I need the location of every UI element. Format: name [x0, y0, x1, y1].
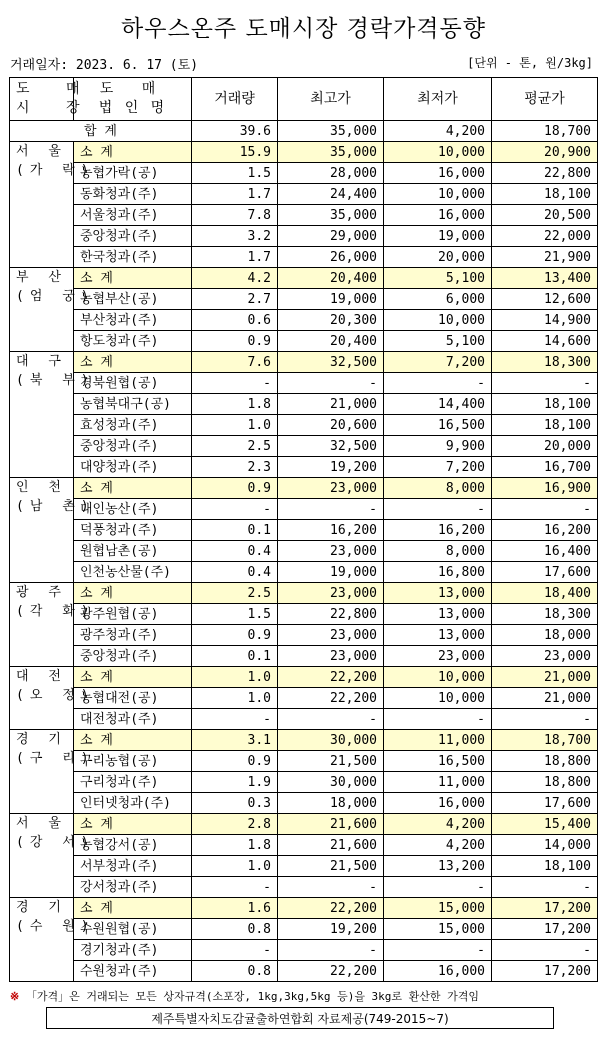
table-row [10, 184, 598, 205]
subtotal-avg: 15,400 [492, 814, 598, 835]
table-row [10, 688, 598, 709]
table-row [10, 541, 598, 562]
cell-min: 7,200 [384, 457, 492, 478]
cell-avg: 22,800 [492, 163, 598, 184]
subtotal-row [10, 730, 598, 751]
table-row [10, 751, 598, 772]
subtotal-volume: 1.6 [192, 898, 278, 919]
table-row [10, 919, 598, 940]
cell-max: 22,800 [278, 604, 384, 625]
header-min: 최저가 [384, 78, 492, 121]
subtotal-min: 7,200 [384, 352, 492, 373]
subtotal-avg: 18,400 [492, 583, 598, 604]
cell-min: 14,400 [384, 394, 492, 415]
subtotal-label: 소 계 [74, 142, 192, 163]
cell-avg: 17,200 [492, 919, 598, 940]
region-district: (가 락) [16, 163, 95, 178]
header-row [10, 78, 598, 121]
table-row [10, 562, 598, 583]
corp-name: 한국청과(주) [74, 247, 192, 268]
cell-avg: 23,000 [492, 646, 598, 667]
subtotal-volume: 7.6 [192, 352, 278, 373]
region-cell [10, 730, 95, 814]
cell-avg: 14,000 [492, 835, 598, 856]
subtotal-max: 21,600 [278, 814, 384, 835]
header-max: 최고가 [278, 78, 384, 121]
total-label: 합 계 [10, 121, 192, 142]
subtotal-avg: 16,900 [492, 478, 598, 499]
subtotal-row [10, 667, 598, 688]
cell-volume: 1.7 [192, 247, 278, 268]
subtotal-label: 소 계 [74, 814, 192, 835]
region-name: 경 기 [16, 732, 67, 747]
subtotal-max: 20,400 [278, 268, 384, 289]
source-footer: 제주특별자치도감귤출하연합회 자료제공(749-2015~7) [46, 1007, 554, 1029]
corp-name: 효성청과(주) [74, 415, 192, 436]
cell-min: 5,100 [384, 331, 492, 352]
cell-min: - [384, 877, 492, 898]
region-district: (오 정) [16, 688, 95, 703]
cell-avg: 22,000 [492, 226, 598, 247]
cell-max: 23,000 [278, 625, 384, 646]
cell-min: 10,000 [384, 688, 492, 709]
cell-volume: 1.5 [192, 163, 278, 184]
cell-min: 16,000 [384, 163, 492, 184]
region-district: (수 원) [16, 919, 95, 934]
cell-avg: 18,100 [492, 856, 598, 877]
corp-name: 대인농산(주) [74, 499, 192, 520]
subtotal-max: 35,000 [278, 142, 384, 163]
cell-volume: 1.0 [192, 688, 278, 709]
cell-volume: 2.5 [192, 436, 278, 457]
table-row [10, 520, 598, 541]
cell-min: 23,000 [384, 646, 492, 667]
subtotal-avg: 18,700 [492, 730, 598, 751]
cell-avg: 18,300 [492, 604, 598, 625]
subtotal-row [10, 268, 598, 289]
region-cell [10, 898, 95, 982]
cell-min: 16,500 [384, 415, 492, 436]
subtotal-min: 4,200 [384, 814, 492, 835]
table-row [10, 835, 598, 856]
subtotal-volume: 3.1 [192, 730, 278, 751]
subtotal-avg: 18,300 [492, 352, 598, 373]
cell-volume: 1.0 [192, 415, 278, 436]
cell-volume: 0.9 [192, 625, 278, 646]
cell-max: - [278, 373, 384, 394]
cell-volume: - [192, 940, 278, 961]
cell-avg: 16,400 [492, 541, 598, 562]
table-row [10, 289, 598, 310]
cell-max: 19,000 [278, 562, 384, 583]
cell-avg: 18,000 [492, 625, 598, 646]
cell-avg: - [492, 373, 598, 394]
region-district: (북 부) [16, 373, 95, 388]
cell-min: 8,000 [384, 541, 492, 562]
corp-name: 농협부산(공) [74, 289, 192, 310]
cell-max: 24,400 [278, 184, 384, 205]
cell-volume: - [192, 877, 278, 898]
cell-volume: 1.0 [192, 856, 278, 877]
cell-max: 23,000 [278, 646, 384, 667]
cell-volume: - [192, 709, 278, 730]
cell-max: 19,000 [278, 289, 384, 310]
corp-name: 농협가락(공) [74, 163, 192, 184]
table-row [10, 436, 598, 457]
subtotal-row [10, 583, 598, 604]
cell-min: 4,200 [384, 835, 492, 856]
region-cell [10, 142, 95, 268]
corp-name: 동화청과(주) [74, 184, 192, 205]
subtotal-min: 10,000 [384, 667, 492, 688]
header-avg: 평균가 [492, 78, 598, 121]
cell-volume: 0.1 [192, 646, 278, 667]
cell-volume: 0.1 [192, 520, 278, 541]
cell-min: 13,000 [384, 604, 492, 625]
cell-max: 22,200 [278, 688, 384, 709]
table-row [10, 415, 598, 436]
cell-min: 10,000 [384, 310, 492, 331]
total-avg: 18,700 [492, 121, 598, 142]
cell-volume: 0.4 [192, 562, 278, 583]
cell-volume: 0.8 [192, 961, 278, 982]
cell-max: - [278, 499, 384, 520]
subtotal-volume: 2.5 [192, 583, 278, 604]
cell-avg: 18,800 [492, 772, 598, 793]
region-district: (각 화) [16, 604, 95, 619]
subtotal-min: 5,100 [384, 268, 492, 289]
table-row [10, 709, 598, 730]
subtotal-row [10, 142, 598, 163]
cell-max: - [278, 877, 384, 898]
region-cell [10, 583, 95, 667]
corp-name: 강서청과(주) [74, 877, 192, 898]
cell-volume: 1.9 [192, 772, 278, 793]
cell-min: 16,800 [384, 562, 492, 583]
subtotal-volume: 4.2 [192, 268, 278, 289]
subtotal-label: 소 계 [74, 352, 192, 373]
region-name: 서 울 [16, 144, 67, 159]
cell-min: 16,000 [384, 961, 492, 982]
subtotal-label: 소 계 [74, 583, 192, 604]
corp-name: 광주청과(주) [74, 625, 192, 646]
cell-max: 26,000 [278, 247, 384, 268]
cell-min: - [384, 709, 492, 730]
subtotal-max: 22,200 [278, 898, 384, 919]
cell-avg: 12,600 [492, 289, 598, 310]
trade-date: 거래일자: 2023. 6. 17 (토) [10, 58, 199, 73]
cell-min: 20,000 [384, 247, 492, 268]
region-cell [10, 478, 95, 583]
cell-volume: 0.9 [192, 751, 278, 772]
subtotal-min: 13,000 [384, 583, 492, 604]
cell-max: - [278, 709, 384, 730]
table-row [10, 940, 598, 961]
cell-volume: 1.5 [192, 604, 278, 625]
corp-name: 광주원협(공) [74, 604, 192, 625]
cell-avg: - [492, 940, 598, 961]
cell-max: 20,400 [278, 331, 384, 352]
region-name: 대 구 [16, 354, 67, 369]
subtotal-min: 11,000 [384, 730, 492, 751]
cell-max: 23,000 [278, 541, 384, 562]
region-district: (구 리) [16, 751, 95, 766]
table-row [10, 310, 598, 331]
corp-name: 구리청과(주) [74, 772, 192, 793]
table-row [10, 163, 598, 184]
subtotal-label: 소 계 [74, 667, 192, 688]
corp-name: 중앙청과(주) [74, 436, 192, 457]
subtotal-max: 32,500 [278, 352, 384, 373]
subtotal-min: 10,000 [384, 142, 492, 163]
unit-label: [단위 - 톤, 원/3kg] [467, 56, 593, 70]
cell-avg: 17,200 [492, 961, 598, 982]
header-market: 도 매 시 장 [10, 78, 74, 121]
cell-max: 20,600 [278, 415, 384, 436]
subtotal-volume: 2.8 [192, 814, 278, 835]
footnote [10, 988, 479, 1004]
cell-avg: 14,900 [492, 310, 598, 331]
table-row [10, 772, 598, 793]
cell-avg: 14,600 [492, 331, 598, 352]
cell-volume: 1.8 [192, 394, 278, 415]
cell-max: 16,200 [278, 520, 384, 541]
subtotal-row [10, 814, 598, 835]
corp-name: 경기청과(주) [74, 940, 192, 961]
note-mark: ※ [10, 990, 20, 1003]
table-row [10, 604, 598, 625]
cell-volume: 0.6 [192, 310, 278, 331]
cell-volume: 1.7 [192, 184, 278, 205]
region-cell [10, 268, 95, 352]
cell-avg: - [492, 499, 598, 520]
table-row [10, 394, 598, 415]
cell-min: 16,200 [384, 520, 492, 541]
region-cell [10, 667, 95, 730]
cell-min: 11,000 [384, 772, 492, 793]
cell-max: 18,000 [278, 793, 384, 814]
subtotal-row [10, 352, 598, 373]
subtotal-avg: 20,900 [492, 142, 598, 163]
table-row [10, 457, 598, 478]
subtotal-avg: 21,000 [492, 667, 598, 688]
corp-name: 경북원협(공) [74, 373, 192, 394]
table-row [10, 625, 598, 646]
cell-min: - [384, 373, 492, 394]
cell-avg: 17,600 [492, 793, 598, 814]
corp-name: 농협대전(공) [74, 688, 192, 709]
corp-name: 농협강서(공) [74, 835, 192, 856]
cell-max: 21,600 [278, 835, 384, 856]
cell-avg: 18,100 [492, 394, 598, 415]
table-row [10, 961, 598, 982]
subtotal-max: 23,000 [278, 583, 384, 604]
price-table [9, 77, 598, 982]
cell-avg: 17,600 [492, 562, 598, 583]
cell-volume: - [192, 373, 278, 394]
table-row [10, 856, 598, 877]
region-name: 광 주 [16, 585, 67, 600]
cell-min: 19,000 [384, 226, 492, 247]
subtotal-label: 소 계 [74, 730, 192, 751]
cell-min: - [384, 940, 492, 961]
table-row [10, 226, 598, 247]
region-district: (엄 궁) [16, 289, 95, 304]
corp-name: 수원원협(공) [74, 919, 192, 940]
cell-max: 30,000 [278, 772, 384, 793]
cell-min: 16,000 [384, 793, 492, 814]
cell-avg: 18,100 [492, 184, 598, 205]
cell-max: - [278, 940, 384, 961]
corp-name: 대전청과(주) [74, 709, 192, 730]
cell-min: 16,500 [384, 751, 492, 772]
cell-volume: 7.8 [192, 205, 278, 226]
table-row [10, 247, 598, 268]
corp-name: 농협북대구(공) [74, 394, 192, 415]
corp-name: 부산청과(주) [74, 310, 192, 331]
cell-volume: - [192, 499, 278, 520]
cell-volume: 0.8 [192, 919, 278, 940]
subtotal-min: 15,000 [384, 898, 492, 919]
corp-name: 인천농산물(주) [74, 562, 192, 583]
total-volume: 39.6 [192, 121, 278, 142]
cell-avg: 16,700 [492, 457, 598, 478]
cell-avg: 18,800 [492, 751, 598, 772]
cell-max: 32,500 [278, 436, 384, 457]
table-row [10, 331, 598, 352]
corp-name: 덕풍청과(주) [74, 520, 192, 541]
cell-volume: 2.3 [192, 457, 278, 478]
subtotal-avg: 17,200 [492, 898, 598, 919]
cell-min: 15,000 [384, 919, 492, 940]
subtotal-min: 8,000 [384, 478, 492, 499]
total-max: 35,000 [278, 121, 384, 142]
cell-avg: 18,100 [492, 415, 598, 436]
subtotal-label: 소 계 [74, 478, 192, 499]
corp-name: 인터넷청과(주) [74, 793, 192, 814]
header-corp: 도 매 법 인 명 [74, 78, 192, 121]
cell-avg: 21,000 [492, 688, 598, 709]
table-row [10, 646, 598, 667]
corp-name: 수원청과(주) [74, 961, 192, 982]
cell-volume: 1.8 [192, 835, 278, 856]
cell-min: - [384, 499, 492, 520]
cell-max: 21,500 [278, 751, 384, 772]
total-row [10, 121, 598, 142]
corp-name: 중앙청과(주) [74, 646, 192, 667]
table-row [10, 205, 598, 226]
cell-max: 29,000 [278, 226, 384, 247]
header-volume: 거래량 [192, 78, 278, 121]
cell-min: 10,000 [384, 184, 492, 205]
subtotal-row [10, 478, 598, 499]
cell-avg: - [492, 877, 598, 898]
cell-volume: 0.9 [192, 331, 278, 352]
subtotal-label: 소 계 [74, 268, 192, 289]
page-title: 하우스온주 도매시장 경락가격동향 [121, 16, 486, 42]
cell-min: 16,000 [384, 205, 492, 226]
cell-avg: 16,200 [492, 520, 598, 541]
cell-max: 35,000 [278, 205, 384, 226]
region-name: 대 전 [16, 669, 67, 684]
cell-min: 6,000 [384, 289, 492, 310]
corp-name: 구리농협(공) [74, 751, 192, 772]
cell-avg: 21,900 [492, 247, 598, 268]
total-min: 4,200 [384, 121, 492, 142]
corp-name: 원협남촌(공) [74, 541, 192, 562]
cell-max: 21,500 [278, 856, 384, 877]
region-name: 부 산 [16, 270, 67, 285]
cell-min: 13,000 [384, 625, 492, 646]
corp-name: 대양청과(주) [74, 457, 192, 478]
cell-max: 20,300 [278, 310, 384, 331]
cell-min: 9,900 [384, 436, 492, 457]
cell-volume: 2.7 [192, 289, 278, 310]
region-district: (남 촌) [16, 499, 95, 514]
region-district: (강 서) [16, 835, 95, 850]
corp-name: 중앙청과(주) [74, 226, 192, 247]
cell-max: 22,200 [278, 961, 384, 982]
cell-min: 13,200 [384, 856, 492, 877]
subtotal-max: 30,000 [278, 730, 384, 751]
cell-volume: 0.4 [192, 541, 278, 562]
cell-volume: 3.2 [192, 226, 278, 247]
cell-avg: - [492, 709, 598, 730]
subtotal-max: 23,000 [278, 478, 384, 499]
subtotal-row [10, 898, 598, 919]
corp-name: 서울청과(주) [74, 205, 192, 226]
table-row [10, 877, 598, 898]
subtotal-volume: 1.0 [192, 667, 278, 688]
table-row [10, 373, 598, 394]
corp-name: 항도청과(주) [74, 331, 192, 352]
cell-max: 28,000 [278, 163, 384, 184]
region-name: 경 기 [16, 900, 67, 915]
subtotal-volume: 0.9 [192, 478, 278, 499]
note-text: 「가격」은 거래되는 모든 상자규격(소포장, 1kg,3kg,5kg 등)을 3kg로 환산한 가격임 [25, 990, 480, 1003]
cell-volume: 0.3 [192, 793, 278, 814]
region-name: 인 천 [16, 480, 67, 495]
subtotal-label: 소 계 [74, 898, 192, 919]
region-cell [10, 814, 95, 898]
table-row [10, 499, 598, 520]
table-row [10, 793, 598, 814]
subtotal-volume: 15.9 [192, 142, 278, 163]
cell-max: 21,000 [278, 394, 384, 415]
region-name: 서 울 [16, 816, 67, 831]
subtotal-avg: 13,400 [492, 268, 598, 289]
subtotal-max: 22,200 [278, 667, 384, 688]
cell-max: 19,200 [278, 457, 384, 478]
corp-name: 서부청과(주) [74, 856, 192, 877]
cell-avg: 20,500 [492, 205, 598, 226]
cell-max: 19,200 [278, 919, 384, 940]
region-cell [10, 352, 95, 478]
cell-avg: 20,000 [492, 436, 598, 457]
